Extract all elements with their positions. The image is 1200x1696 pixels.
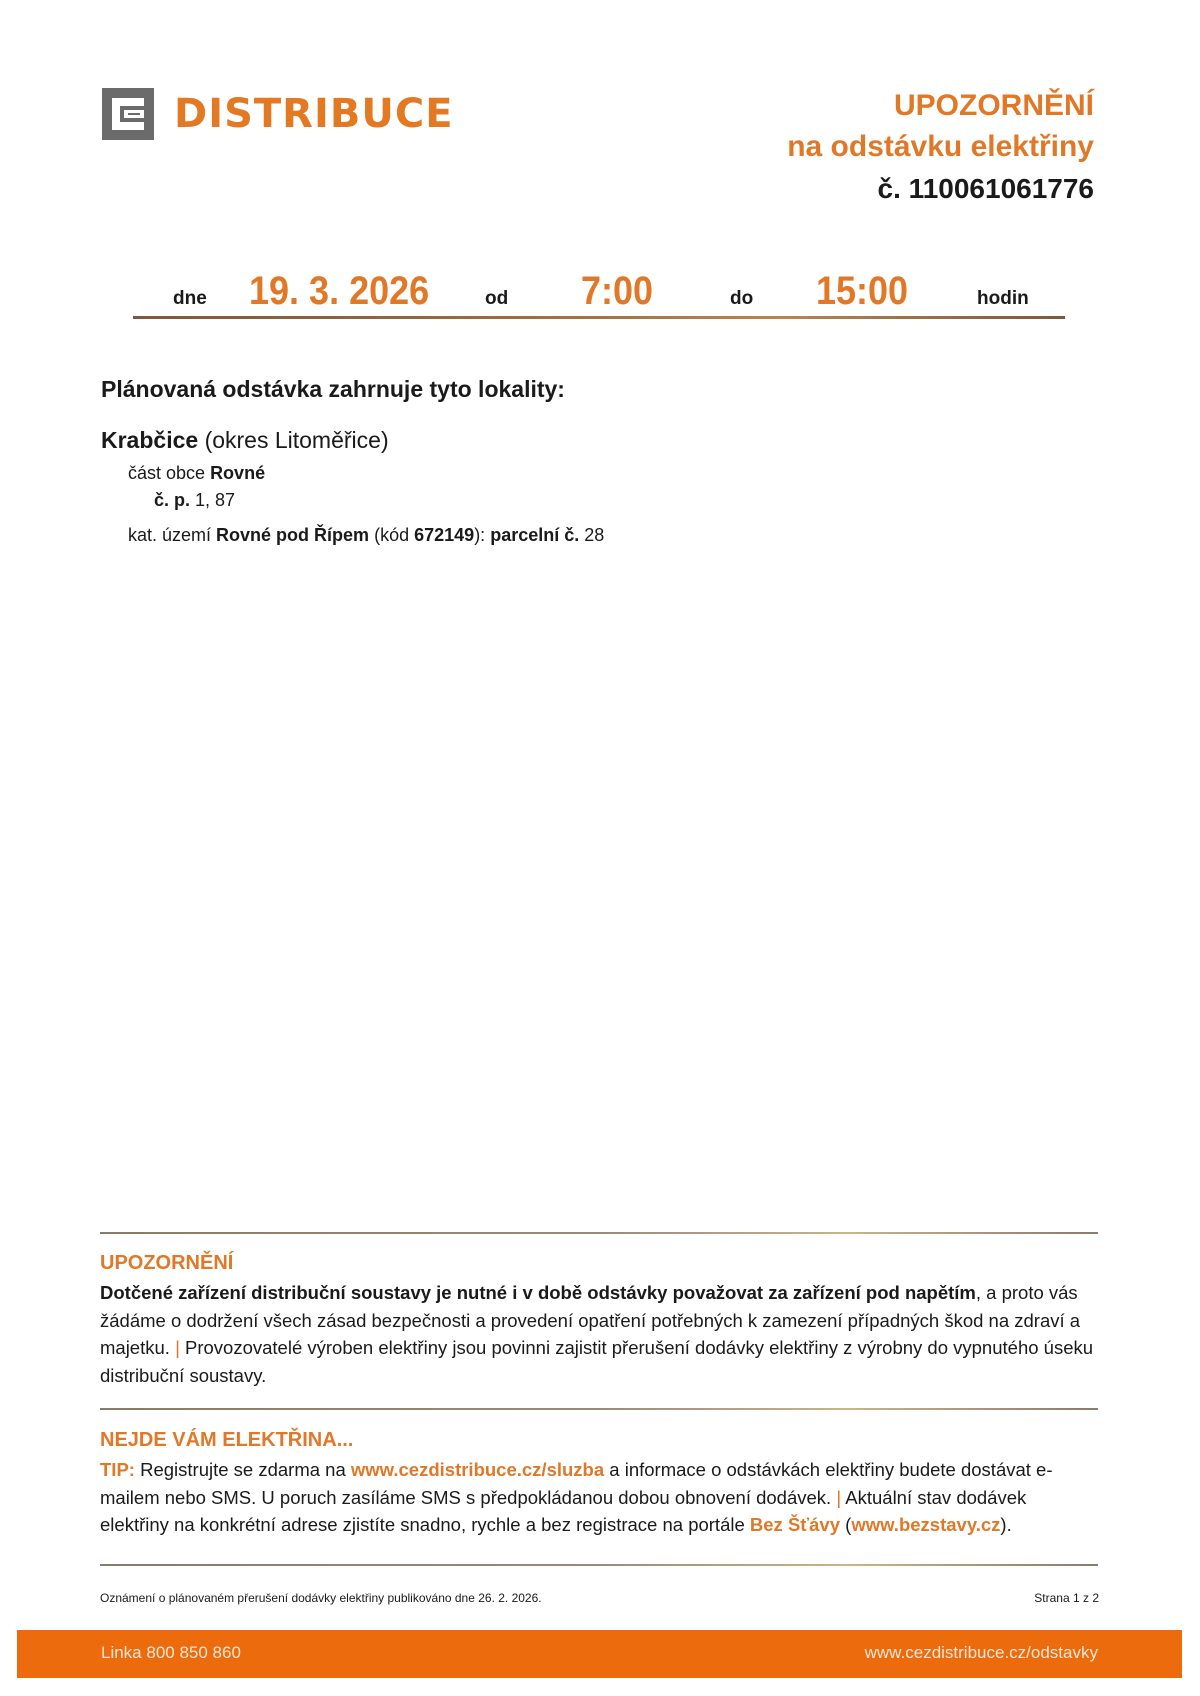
location-town	[101, 427, 389, 454]
tip-text-1: Registrujte se zdarma na	[140, 1459, 346, 1480]
footer-bar	[17, 1630, 1182, 1678]
date-label: dne	[173, 288, 207, 309]
divider-middle	[100, 1408, 1098, 1410]
warning-body	[100, 1279, 1100, 1389]
hours-label: hodin	[977, 288, 1029, 309]
tip-label: TIP:	[100, 1459, 135, 1480]
paren-close: ).	[1000, 1514, 1012, 1535]
bezstavy-link[interactable]: www.bezstavy.cz	[851, 1514, 1001, 1535]
part-label: část obce	[128, 463, 206, 483]
town-name: Krabčice	[101, 427, 199, 453]
divider-bottom	[100, 1564, 1098, 1566]
cez-logo-icon	[102, 88, 154, 140]
district-name: (okres Litoměřice)	[204, 427, 389, 453]
registration-link[interactable]: www.cezdistribuce.cz/sluzba	[350, 1459, 605, 1480]
warning-text-1: , a proto vás žádáme o dodržení všech zásad bezpečnosti a provedení opatření potřebných k zamezení případných škod na zdraví a majetku.	[100, 1282, 1081, 1358]
to-label: do	[730, 288, 754, 309]
publication-note: Oznámení o plánovaném přerušení dodávky elektřiny publikováno dne 26. 2. 2026.	[100, 1591, 542, 1605]
kat-code-open: (kód	[374, 525, 410, 545]
notice-number: č. 110061061776	[877, 173, 1094, 204]
notice-subtitle: na odstávku elektřiny	[787, 130, 1094, 163]
part-name: Rovné	[210, 463, 266, 483]
outage-from-time: 7:00	[581, 269, 654, 313]
location-house-numbers	[154, 490, 235, 511]
cp-label: č. p.	[154, 490, 191, 510]
portal-name: Bez Šťávy	[749, 1514, 841, 1535]
separator: |	[836, 1486, 842, 1508]
tip-text-3: Aktuální stav dodávek elektřiny na konkrétní adrese zjistíte snadno, rychle a bez registrace na portále	[100, 1486, 1027, 1535]
outage-to-time: 15:00	[816, 269, 909, 313]
outage-date: 19. 3. 2026	[249, 269, 430, 313]
from-label: od	[485, 288, 509, 309]
tip-body	[100, 1456, 1100, 1539]
outage-schedule	[133, 262, 1065, 314]
location-part	[128, 463, 265, 484]
tip-title: NEJDE VÁM ELEKTŘINA...	[100, 1429, 354, 1451]
locations-heading: Plánovaná odstávka zahrnuje tyto lokality:	[101, 376, 565, 402]
kat-code-close: ):	[474, 525, 486, 545]
warning-bold: Dotčené zařízení distribuční soustavy je nutné i v době odstávky považovat za zařízení pod napětím	[100, 1282, 976, 1303]
page-number: Strana 1 z 2	[1034, 1591, 1099, 1605]
separator: |	[175, 1337, 180, 1358]
parcel-value: 28	[584, 525, 605, 545]
schedule-underline	[133, 316, 1065, 319]
notice-header	[787, 86, 1094, 210]
location-cadastral	[128, 525, 604, 546]
parcel-label: parcelní č.	[490, 525, 580, 545]
outages-website-link[interactable]: www.cezdistribuce.cz/odstavky	[864, 1643, 1098, 1662]
divider-top	[100, 1232, 1098, 1234]
paren-open: (	[845, 1514, 852, 1535]
kat-label: kat. území	[128, 525, 212, 545]
brand-name: DISTRIBUCE	[174, 91, 454, 137]
cp-values: 1, 87	[195, 490, 236, 510]
warning-text-2: Provozovatelé výroben elektřiny jsou povinni zajistit přerušení dodávky elektřiny z výrobny do vypnutého úseku distribuční soustavy.	[100, 1337, 1094, 1386]
notice-title: UPOZORNĚNÍ	[893, 89, 1094, 122]
kat-name: Rovné pod Řípem	[216, 525, 370, 545]
hotline-number[interactable]: Linka 800 850 860	[101, 1643, 241, 1662]
kat-code: 672149	[414, 525, 475, 545]
warning-title: UPOZORNĚNÍ	[100, 1252, 234, 1274]
tip-text-2: a informace o odstávkách elektřiny budete dostávat e-mailem nebo SMS. U poruch zasíláme SMS s předpokládanou dobou obnovení dodávek.	[100, 1459, 1053, 1508]
